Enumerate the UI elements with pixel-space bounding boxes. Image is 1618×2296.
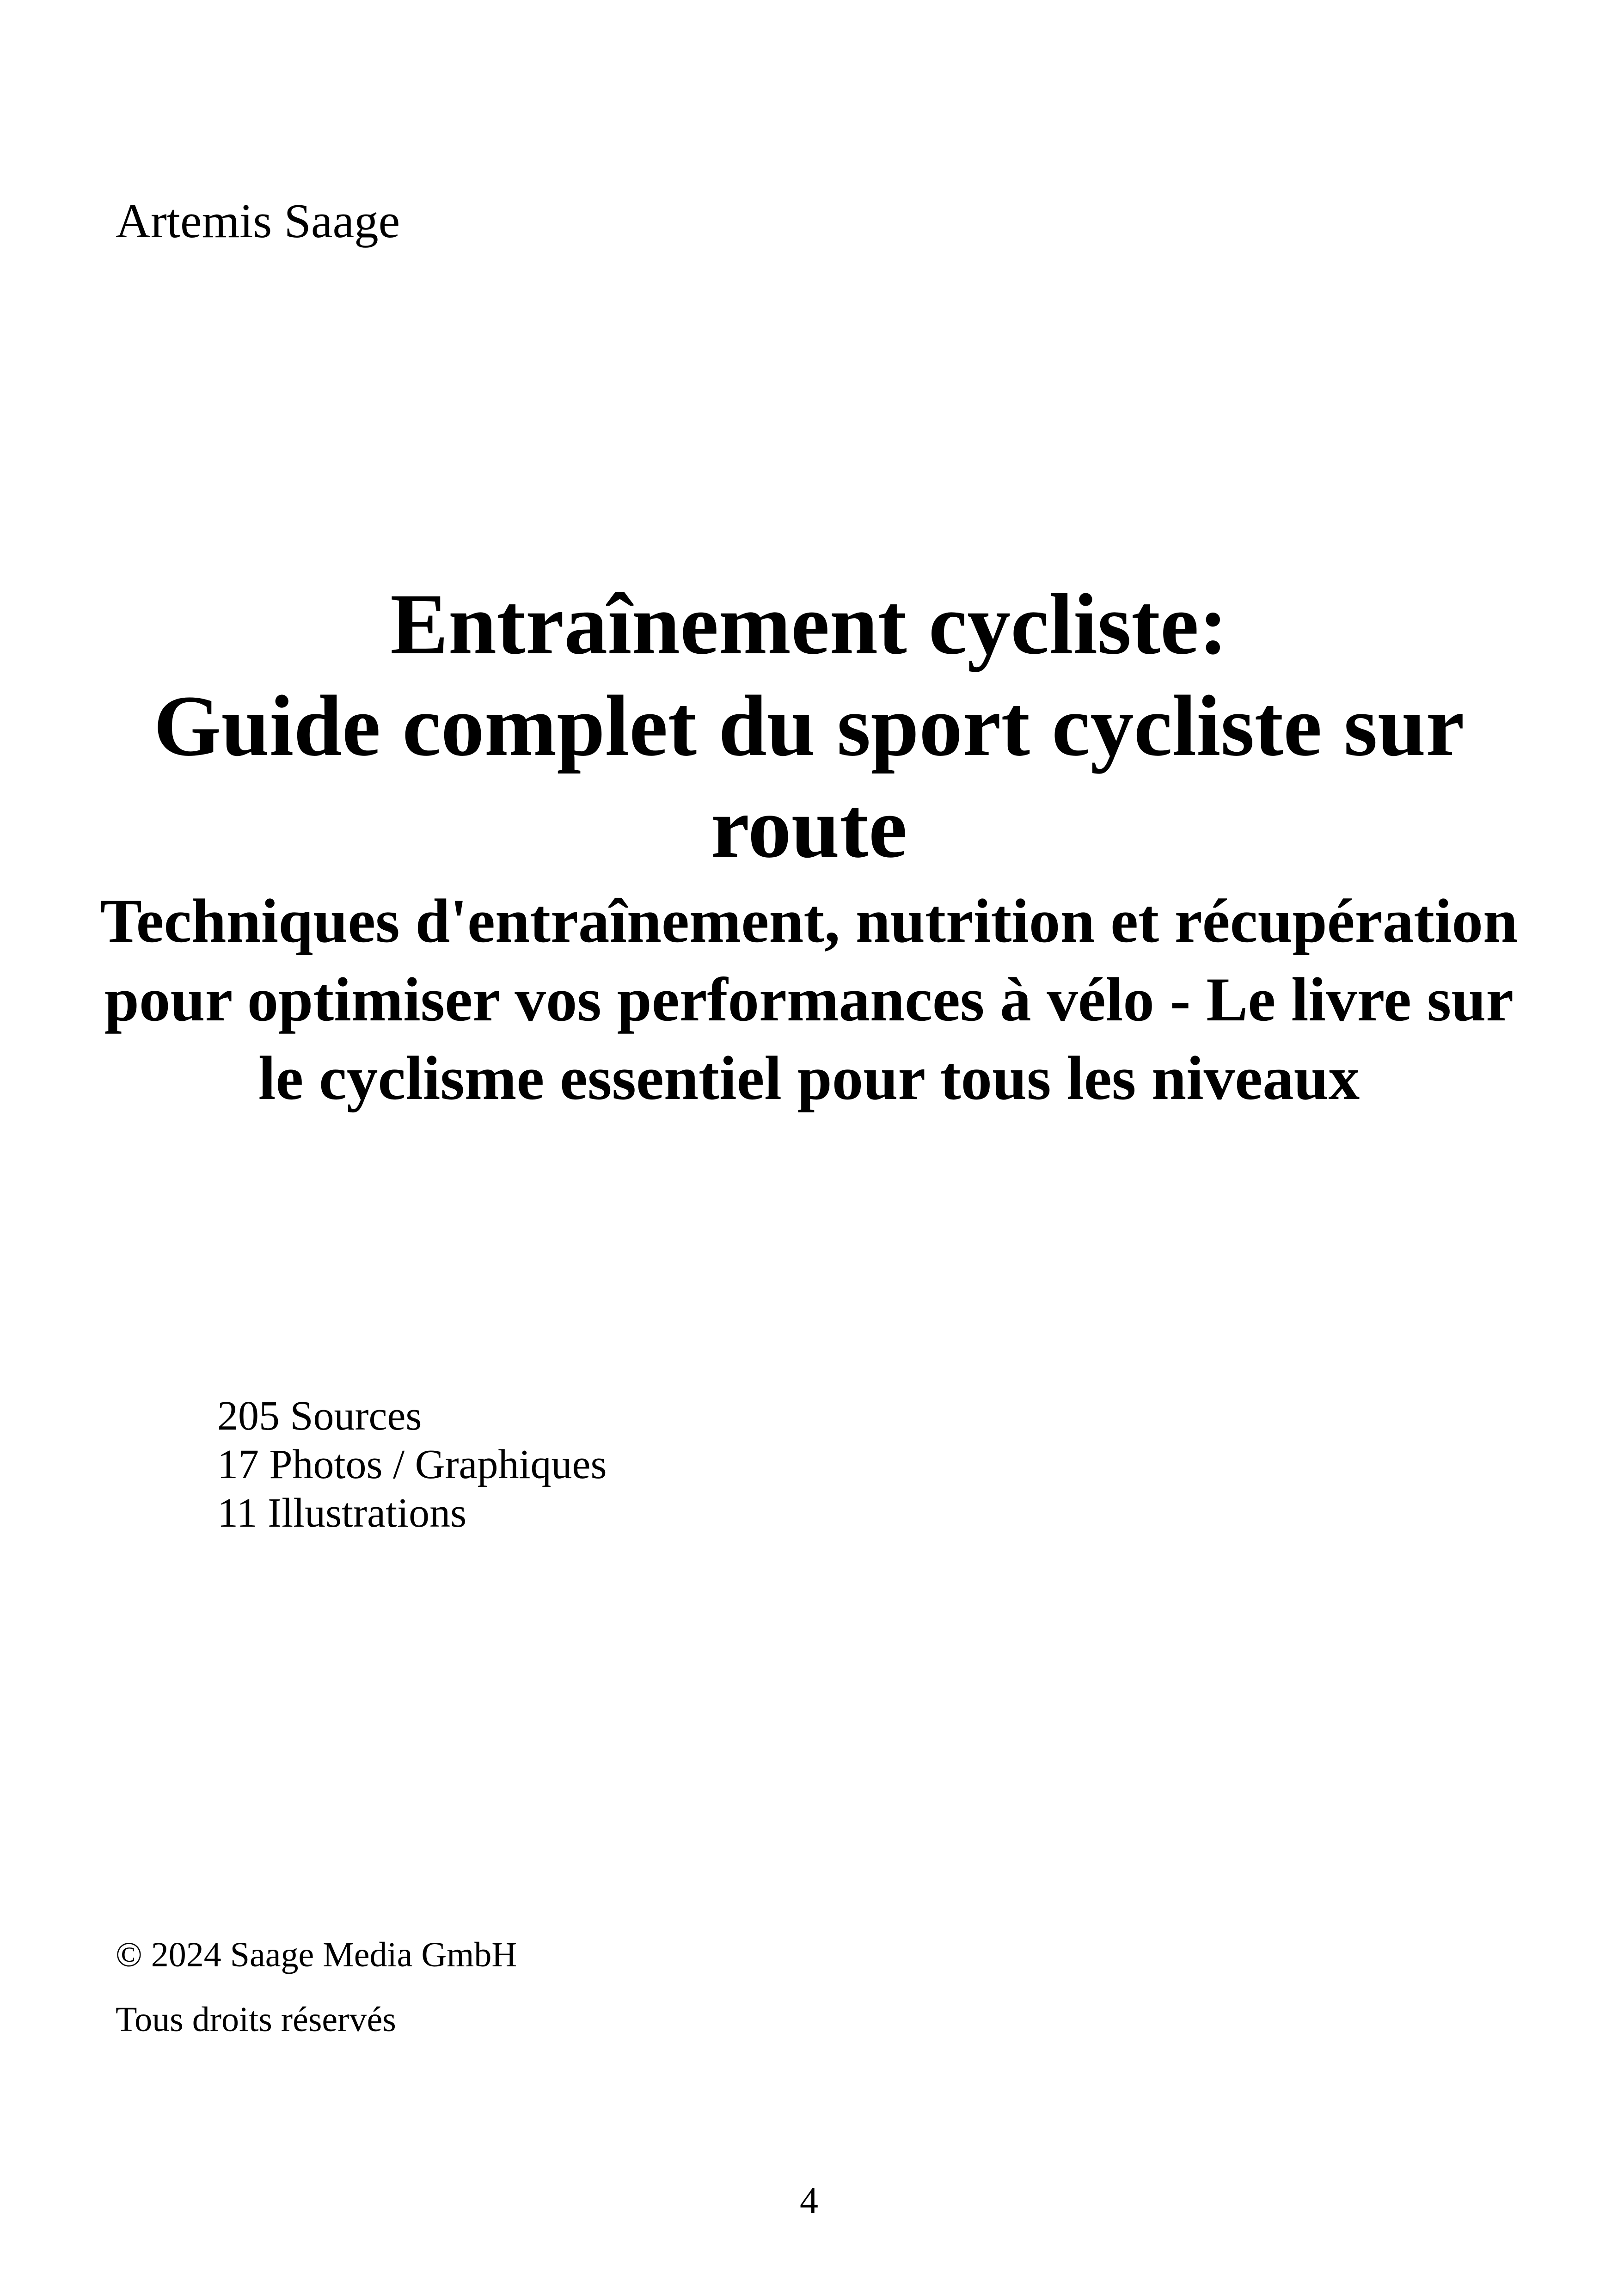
copyright-notice: © 2024 Saage Media GmbH [116,1935,517,1974]
stat-sources: 205 Sources [217,1393,422,1439]
title-line-1: Entraînement cycliste: [390,576,1228,672]
title-block [92,573,1526,1118]
title-line-3: route [711,779,907,876]
stat-illustrations: 11 Illustrations [217,1490,467,1536]
rights-notice: Tous droits réservés [116,2000,396,2039]
author-name: Artemis Saage [116,194,400,248]
title-line-2: Guide complet du sport cycliste sur [153,677,1465,774]
page-number: 4 [800,2180,818,2221]
subtitle: Techniques d'entraînement, nutrition et récupération pour optimiser vos performances à vélo - Le livre sur le cyclisme essentiel pour tous les niveaux [100,887,1518,1113]
stats-list [217,1392,607,1537]
stat-photos-graphics: 17 Photos / Graphiques [217,1442,607,1487]
